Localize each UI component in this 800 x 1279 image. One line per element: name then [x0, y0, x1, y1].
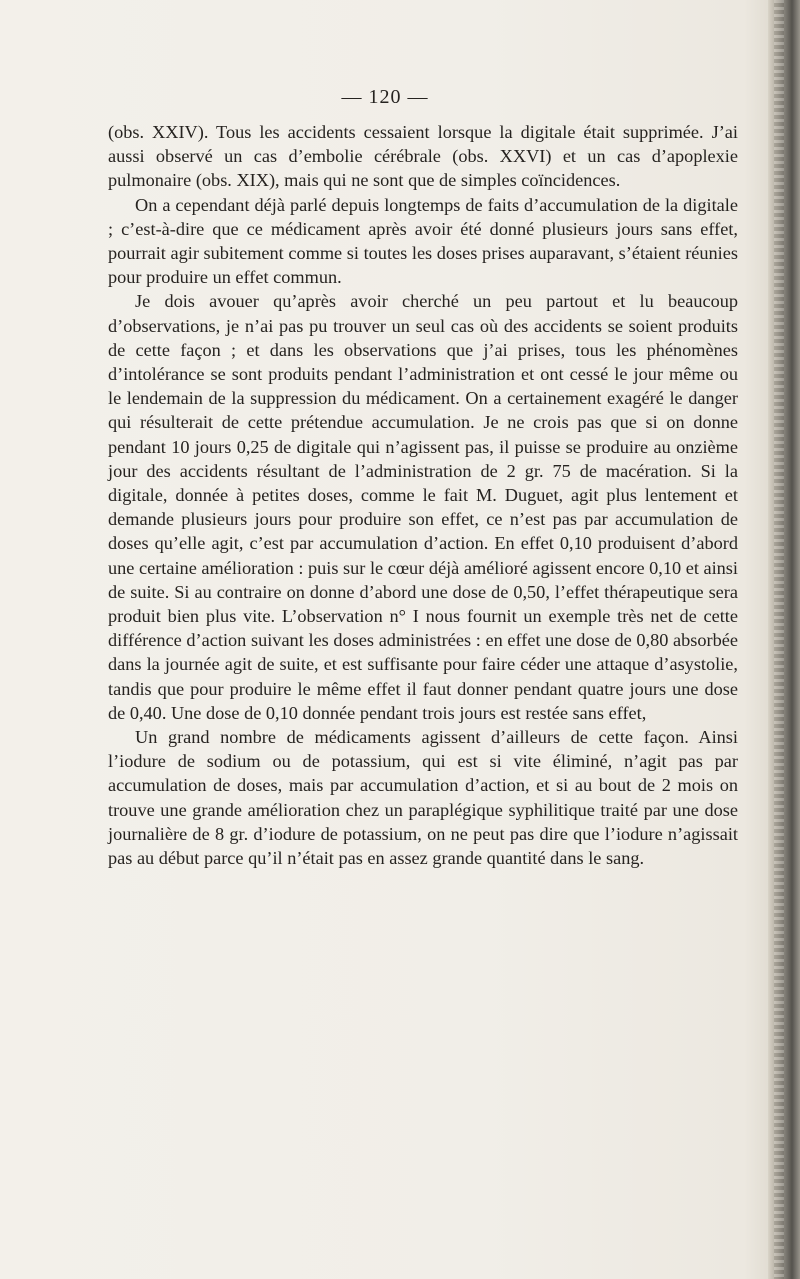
paragraph-3: Je dois avouer qu’après avoir cherché un peu partout et lu beaucoup d’observations, je n’ai pas pu trouver un seul cas où des accidents se soient produits de cette façon ; et dans les observations que j’ai prises, tous les phénomènes d’intolérance se sont produits pendant l’administration et ont cessé le jour même ou le lendemain de la suppression du médicament. On a certainement exagéré le danger qui résulterait de cette prétendue accumulation. Je ne crois pas que si on donne pendant 10 jours 0,25 de digitale qui n’agissent pas, il puisse se produire au onzième jour des accidents résultant de l’administration de 2 gr. 75 de macération. Si la digitale, donnée à petites doses, comme le fait M. Duguet, agit plus lentement et demande plusieurs jours pour produire son effet, ce n’est pas par accumulation de doses qu’elle agit, c’est par accumulation d’action. En effet 0,10 produisent d’abord une certaine amélioration : puis sur le cœur déjà amélioré agissent encore 0,10 et ainsi de suite. Si au contraire on donne d’abord une dose de 0,50, l’effet thérapeutique sera produit bien plus vite. L’observation n° I nous fournit un exemple très net de cette différence d’action suivant les doses administrées : en effet une dose de 0,80 absorbée dans la journée agit de suite, et est suffisante pour faire céder une attaque d’asystolie, tandis que pour produire le même effet il faut donner pendant quatre jours une dose de 0,40. Une dose de 0,10 donnée pendant trois jours est restée sans effet, — [108, 291, 738, 723]
body-text — [108, 120, 738, 870]
page-binding-edge — [768, 0, 800, 1279]
paragraph-4: Un grand nombre de médicaments agissent d’ailleurs de cette façon. Ainsi l’iodure de sodium ou de potassium, qui est si vite éliminé, n’agit pas par accumulation de doses, mais par accumulation d’action, et si au bout de 2 mois on trouve une grande amélioration chez un paraplégique syphilitique traité par une dose journalière de 8 gr. d’iodure de potassium, on ne peut pas dire que l’iodure n’agissait pas au début parce qu’il n’était pas en assez grande quantité dans le sang. — [108, 727, 738, 869]
paragraph-1: (obs. XXIV). Tous les accidents cessaient lorsque la digitale était supprimée. J’ai aussi observé un cas d’embolie cérébrale (obs. XXVI) et un cas d’apoplexie pulmonaire (obs. XIX), mais qui ne sont que de simples coïncidences. — [108, 122, 738, 191]
page-number-header: — 120 — — [341, 86, 429, 108]
paragraph-2: On a cependant déjà parlé depuis longtemps de faits d’accumulation de la digitale ; c’est-à-dire que ce médicament après avoir été donné plusieurs jours sans effet, pourrait agir subitement comme si toutes les doses prises auparavant, s’étaient réunies pour produire un effet commun. — [108, 194, 738, 288]
